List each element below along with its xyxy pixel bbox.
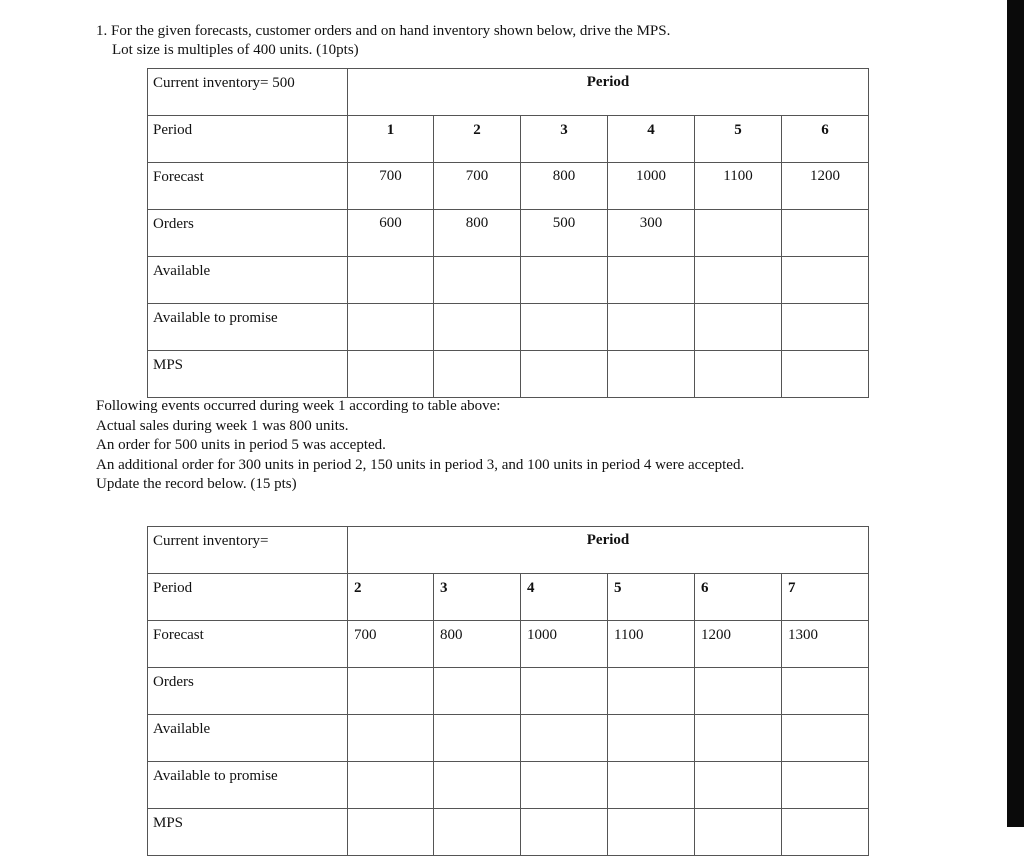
available-cell	[521, 257, 608, 304]
period-cell: 3	[434, 574, 521, 621]
row-label: Period	[148, 116, 348, 163]
available-cell	[434, 715, 521, 762]
period-cell: 7	[782, 574, 869, 621]
available-cell	[434, 257, 521, 304]
row-label: Forecast	[148, 621, 348, 668]
atp-cell	[434, 762, 521, 809]
mps-table-2	[147, 526, 869, 856]
atp-cell	[348, 304, 434, 351]
forecast-cell: 700	[348, 621, 434, 668]
atp-cell	[695, 304, 782, 351]
mps-cell	[521, 809, 608, 856]
mps-cell	[782, 351, 869, 398]
mps-cell	[434, 809, 521, 856]
forecast-cell: 700	[434, 163, 521, 210]
row-label: Available to promise	[148, 762, 348, 809]
forecast-cell: 700	[348, 163, 434, 210]
question-1-text	[96, 22, 670, 60]
available-cell	[521, 715, 608, 762]
table2-row-atp	[148, 762, 869, 809]
orders-cell: 300	[608, 210, 695, 257]
atp-cell	[348, 762, 434, 809]
atp-cell	[695, 762, 782, 809]
row-label: Available to promise	[148, 304, 348, 351]
table1-header-row	[148, 69, 869, 116]
question-1-line-1: 1. For the given forecasts, customer orders and on hand inventory shown below, drive the MPS.	[96, 23, 671, 39]
question-1-line-2: Lot size is multiples of 400 units. (10pts)	[112, 42, 359, 58]
table2-row-period	[148, 574, 869, 621]
table1-period-header: Period	[348, 69, 869, 116]
table1-row-forecast	[148, 163, 869, 210]
orders-cell	[695, 668, 782, 715]
available-cell	[782, 257, 869, 304]
atp-cell	[608, 762, 695, 809]
period-cell: 1	[348, 116, 434, 163]
period-cell: 3	[521, 116, 608, 163]
period-cell: 2	[434, 116, 521, 163]
forecast-cell: 800	[521, 163, 608, 210]
table1-row-orders	[148, 210, 869, 257]
available-cell	[695, 257, 782, 304]
row-label: Orders	[148, 210, 348, 257]
orders-cell	[434, 668, 521, 715]
forecast-cell: 1100	[608, 621, 695, 668]
row-label: MPS	[148, 351, 348, 398]
mps-cell	[434, 351, 521, 398]
available-cell	[348, 715, 434, 762]
row-label: Available	[148, 715, 348, 762]
period-cell: 4	[608, 116, 695, 163]
period-cell: 5	[695, 116, 782, 163]
mps-cell	[608, 351, 695, 398]
atp-cell	[521, 762, 608, 809]
period-cell: 4	[521, 574, 608, 621]
orders-cell: 800	[434, 210, 521, 257]
period-cell: 6	[782, 116, 869, 163]
available-cell	[782, 715, 869, 762]
forecast-cell: 1200	[695, 621, 782, 668]
orders-cell	[695, 210, 782, 257]
forecast-cell: 1100	[695, 163, 782, 210]
row-label: Forecast	[148, 163, 348, 210]
mps-cell	[521, 351, 608, 398]
events-text	[96, 397, 744, 495]
table2-row-mps	[148, 809, 869, 856]
events-line-1: Following events occurred during week 1 according to table above:	[96, 398, 501, 414]
orders-cell: 500	[521, 210, 608, 257]
forecast-cell: 1300	[782, 621, 869, 668]
table1-row-atp	[148, 304, 869, 351]
row-label: Period	[148, 574, 348, 621]
events-line-2: Actual sales during week 1 was 800 units.	[96, 417, 349, 434]
period-cell: 6	[695, 574, 782, 621]
mps-cell	[348, 351, 434, 398]
atp-cell	[782, 304, 869, 351]
row-label: MPS	[148, 809, 348, 856]
mps-table-1	[147, 68, 869, 398]
events-line-5: Update the record below. (15 pts)	[96, 476, 297, 492]
row-label: Orders	[148, 668, 348, 715]
table2-row-orders	[148, 668, 869, 715]
available-cell	[608, 715, 695, 762]
table1-row-mps	[148, 351, 869, 398]
table2-period-header: Period	[348, 527, 869, 574]
row-label: Available	[148, 257, 348, 304]
forecast-cell: 1000	[521, 621, 608, 668]
table1-row-available	[148, 257, 869, 304]
mps-cell	[782, 809, 869, 856]
atp-cell	[782, 762, 869, 809]
available-cell	[348, 257, 434, 304]
mps-cell	[608, 809, 695, 856]
events-line-3: An order for 500 units in period 5 was accepted.	[96, 437, 386, 453]
table1-inventory-label: Current inventory= 500	[148, 69, 348, 116]
table2-row-available	[148, 715, 869, 762]
period-cell: 5	[608, 574, 695, 621]
orders-cell	[782, 210, 869, 257]
orders-cell	[608, 668, 695, 715]
mps-cell	[695, 351, 782, 398]
atp-cell	[434, 304, 521, 351]
orders-cell	[348, 668, 434, 715]
table2-header-row	[148, 527, 869, 574]
atp-cell	[521, 304, 608, 351]
window-edge-bar	[1007, 0, 1024, 827]
events-line-4: An additional order for 300 units in period 2, 150 units in period 3, and 100 units in period 4 were accepted.	[96, 456, 745, 473]
period-cell: 2	[348, 574, 434, 621]
atp-cell	[608, 304, 695, 351]
table2-inventory-label: Current inventory=	[148, 527, 348, 574]
orders-cell	[521, 668, 608, 715]
mps-cell	[348, 809, 434, 856]
orders-cell	[782, 668, 869, 715]
available-cell	[695, 715, 782, 762]
forecast-cell: 800	[434, 621, 521, 668]
table2-row-forecast	[148, 621, 869, 668]
table1-row-period	[148, 116, 869, 163]
mps-cell	[695, 809, 782, 856]
available-cell	[608, 257, 695, 304]
orders-cell: 600	[348, 210, 434, 257]
forecast-cell: 1000	[608, 163, 695, 210]
forecast-cell: 1200	[782, 163, 869, 210]
